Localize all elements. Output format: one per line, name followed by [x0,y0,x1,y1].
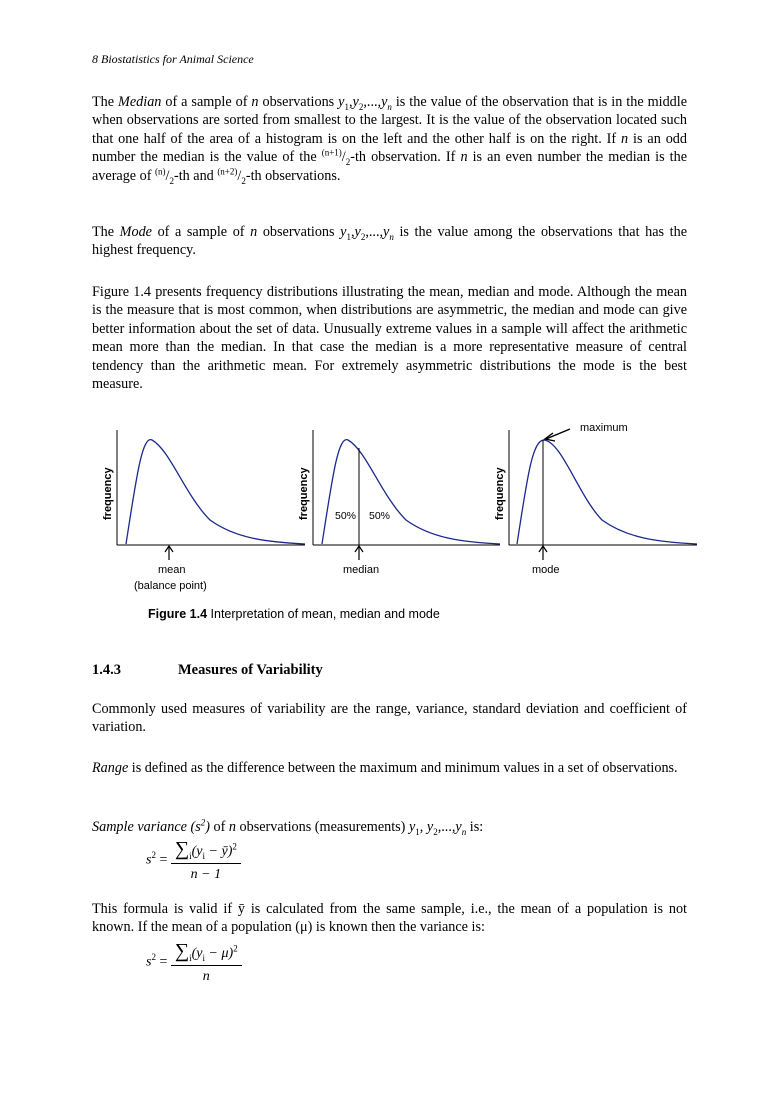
median-paragraph: The Median of a sample of n observations $y_1,y_2,...,y_n$ is the value of the observation that is in the middle when observations are sorted from smallest to the largest. It is the value of the observation located such that one half of the area of a histogram is on the left and the other half is on the right. If n is an odd number the median is the value of the $^{(n+1)}/_2-th$ observation. If n is an even number the median is the average of $^{(n)}/_2-th$ and $^{(n+2)}/_2-th$ observations. [92,94,688,186]
formula-population-variance: $s^2$ = $\frac{\sum_i(y_i - \mu)^2}{n}$ [146,940,242,985]
mean-sublabel: (balance point) [134,580,207,592]
term-mode: Mode [119,224,152,240]
mode-label: mode [532,564,560,576]
figure-caption [148,607,440,621]
skewed-curve-1 [126,440,305,544]
section-heading [92,662,323,679]
y-axis-label-2: frequency [298,467,310,520]
formula-note-paragraph: This formula is valid if ȳ is calculated from the same sample, i.e., the mean of a population is not known. If the mean of a population (μ) is known then the variance is: [92,901,687,936]
maximum-callout: maximum [580,422,628,434]
panel-mean [102,430,305,592]
caption-label: Figure 1.4 [148,607,208,621]
figure-intro-paragraph: Figure 1.4 presents frequency distributions illustrating the mean, median and mode. Although the mean is the measure that is most common, when distributions are asymmetric, the median and mode can give better information about the set of data. Unusually extreme values in a sample will affect the arithmetic mean more than the median. In that case the median is a more representative measure of central tendency than the arithmetic mean. For extremely asymmetric distributions the mode is the best measure. [92,284,687,393]
term-median: Median [118,94,162,110]
range-paragraph: Range is defined as the difference between the maximum and minimum values in a set of observations. [92,760,678,776]
term-range: Range [92,760,129,776]
skewed-curve-3 [517,440,697,544]
panel-mode [494,422,697,576]
panel-median [298,430,500,576]
median-left-percent: 50% [335,510,357,522]
skewed-curve-2 [322,440,500,544]
y-axis-label-1: frequency [102,467,114,520]
formula-sample-variance: $s^2$ = $\frac{\sum_i(y_i - ȳ)^2}{n - 1}$ [146,838,241,883]
sample-variance-paragraph: Sample variance $(s^2)$ of n observations (measurements) $y_1$, $y_2,...,y_n$ is: [92,817,484,837]
section-number: 1.4.3 [92,662,121,678]
mean-label: mean [158,564,186,576]
variability-paragraph: Commonly used measures of variability are the range, variance, standard deviation and coefficient of variation. [92,701,687,736]
running-head: 8 Biostatistics for Animal Science [92,52,254,66]
median-label: median [343,564,380,576]
mode-paragraph: The Mode of a sample of n observations $y_1,y_2,...,y_n$ is the value among the observations that has the highest frequency. [92,224,687,259]
figure-1-4 [80,410,720,610]
caption-text: Interpretation of mean, median and mode [207,607,440,621]
section-title: Measures of Variability [178,662,323,678]
y-axis-label-3: frequency [494,467,506,520]
median-right-percent: 50% [369,510,391,522]
